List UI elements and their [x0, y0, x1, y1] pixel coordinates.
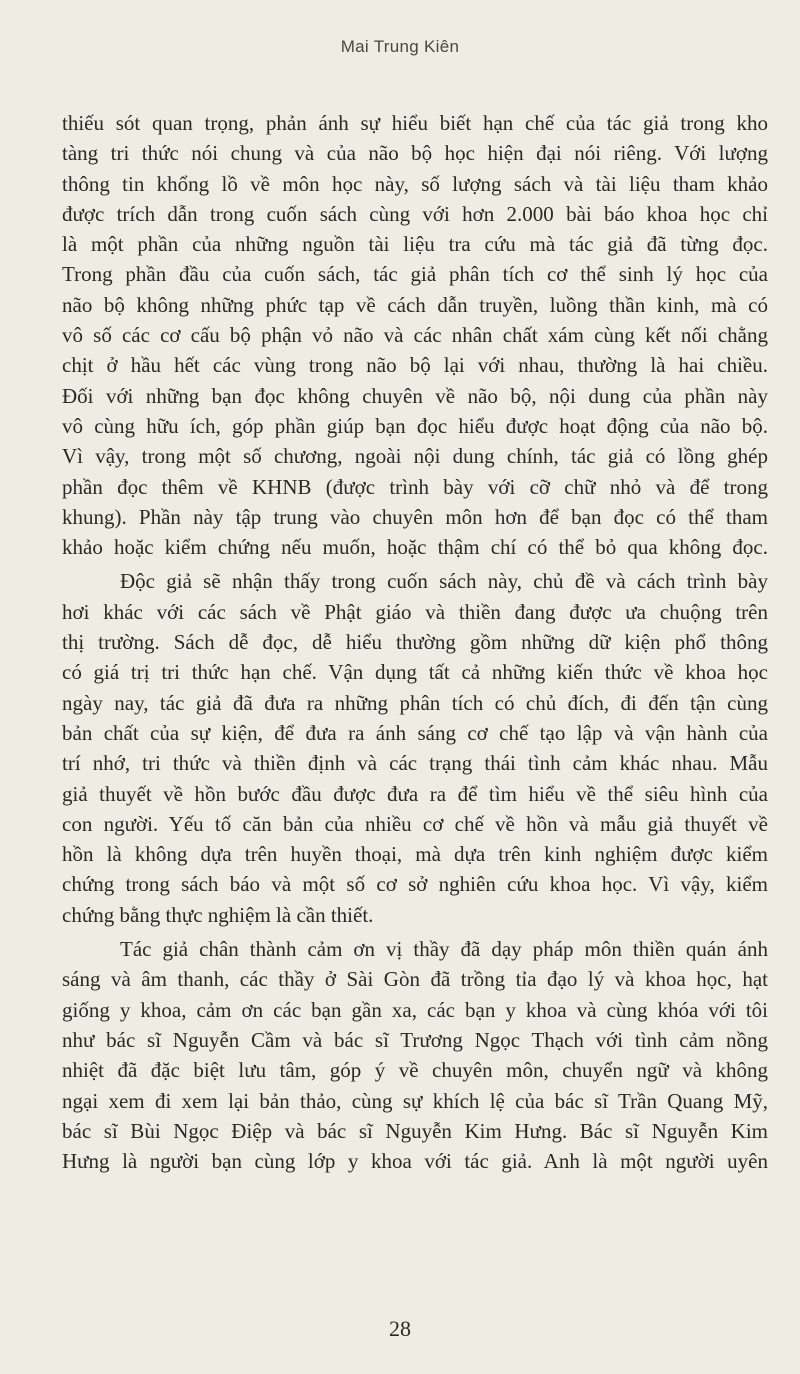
text-line: Vì vậy, trong một số chương, ngoài nội dung chính, tác giả có lồng ghép: [62, 444, 768, 469]
text-line: Hưng là người bạn cùng lớp y khoa với tác giả. Anh là một người uyên: [62, 1149, 768, 1174]
text-line: Trong phần đầu của cuốn sách, tác giả phân tích cơ thể sinh lý học của: [62, 262, 768, 287]
text-line: khảo hoặc kiểm chứng nếu muốn, hoặc thậm chí có thể bỏ qua không đọc.: [62, 535, 768, 560]
text-line: giống y khoa, cảm ơn các bạn gần xa, các bạn y khoa và cùng khóa với tôi: [62, 997, 768, 1022]
text-line: thông tin khổng lồ về môn học này, số lượng sách và tài liệu tham khảo: [62, 171, 768, 196]
text-line: ngày nay, tác giả đã đưa ra những phân tích có chủ đích, đi đến tận cùng: [62, 690, 768, 715]
text-line: trí nhớ, tri thức và thiền định và các trạng thái tình cảm khác nhau. Mẫu: [62, 751, 768, 776]
text-line: ngại xem đi xem lại bản thảo, cùng sự khích lệ của bác sĩ Trần Quang Mỹ,: [62, 1088, 768, 1113]
paragraph-3: [62, 934, 768, 1176]
text-line: phần đọc thêm về KHNB (được trình bày với cỡ chữ nhỏ và để trong: [62, 474, 768, 499]
page-number: 28: [389, 1316, 411, 1341]
text-line: Đối với những bạn đọc không chuyên về não bộ, nội dung của phần này: [62, 383, 768, 408]
paragraph-1: [62, 108, 768, 562]
text-line: nhiệt đã đặc biệt lưu tâm, góp ý về chuyên môn, chuyển ngữ và không: [62, 1058, 768, 1083]
text-line: sáng và âm thanh, các thầy ở Sài Gòn đã trồng tỉa đạo lý và khoa học, hạt: [62, 967, 768, 992]
text-line: Độc giả sẽ nhận thấy trong cuốn sách này, chủ đề và cách trình bày: [120, 569, 768, 594]
text-line: Tác giả chân thành cảm ơn vị thầy đã dạy pháp môn thiền quán ánh: [120, 937, 768, 962]
text-line: chứng bằng thực nghiệm là cần thiết.: [62, 902, 374, 927]
text-line: thiếu sót quan trọng, phản ánh sự hiểu biết hạn chế của tác giả trong kho: [62, 111, 768, 135]
text-line: não bộ không những phức tạp về cách dẫn truyền, luồng thần kinh, mà có: [62, 292, 768, 317]
paragraph-2: [62, 566, 768, 930]
text-line: chứng trong sách báo và một số cơ sở nghiên cứu khoa học. Vì vậy, kiểm: [62, 872, 768, 897]
text-line: vô số các cơ cấu bộ phận vỏ não và các nhân chất xám cùng kết nối chằng: [62, 323, 768, 348]
text-line: bản chất của sự kiện, để đưa ra ánh sáng cơ chế tạo lập và vận hành của: [62, 720, 768, 745]
text-line: là một phần của những nguồn tài liệu tra cứu mà tác giả đã từng đọc.: [62, 232, 768, 257]
text-line: như bác sĩ Nguyễn Cầm và bác sĩ Trương Ngọc Thạch với tình cảm nồng: [62, 1027, 768, 1052]
text-line: chịt ở hầu hết các vùng trong não bộ lại với nhau, thường là hai chiều.: [62, 353, 768, 378]
text-line: thị trường. Sách dễ đọc, dễ hiểu thường gồm những dữ kiện phổ thông: [62, 630, 768, 655]
running-header-author: Mai Trung Kiên: [340, 37, 460, 56]
body-text: [62, 108, 768, 1176]
text-line: có giá trị tri thức hạn chế. Vận dụng tất cả những kiến thức về khoa học: [62, 660, 768, 685]
text-line: giả thuyết về hồn bước đầu được đưa ra để tìm hiểu về thể siêu hình của: [62, 781, 768, 806]
text-line: vô cùng hữu ích, góp phần giúp bạn đọc hiểu được hoạt động của não bộ.: [62, 413, 768, 438]
text-line: con người. Yếu tố căn bản của nhiều cơ chế về hồn và mẫu giả thuyết về: [62, 811, 768, 836]
text-line: khung). Phần này tập trung vào chuyên môn hơn để bạn đọc có thể tham: [62, 504, 768, 529]
text-line: hơi khác với các sách về Phật giáo và thiền đang được ưa chuộng trên: [62, 599, 768, 624]
text-line: bác sĩ Bùi Ngọc Điệp và bác sĩ Nguyễn Kim Hưng. Bác sĩ Nguyễn Kim: [62, 1118, 768, 1143]
text-line: hồn là không dựa trên huyền thoại, mà dựa trên kinh nghiệm được kiểm: [62, 842, 768, 867]
text-line: được trích dẫn trong cuốn sách cùng với hơn 2.000 bài báo khoa học chỉ: [62, 201, 768, 226]
text-line: tàng tri thức nói chung và của não bộ học hiện đại nói riêng. Với lượng: [62, 141, 768, 166]
